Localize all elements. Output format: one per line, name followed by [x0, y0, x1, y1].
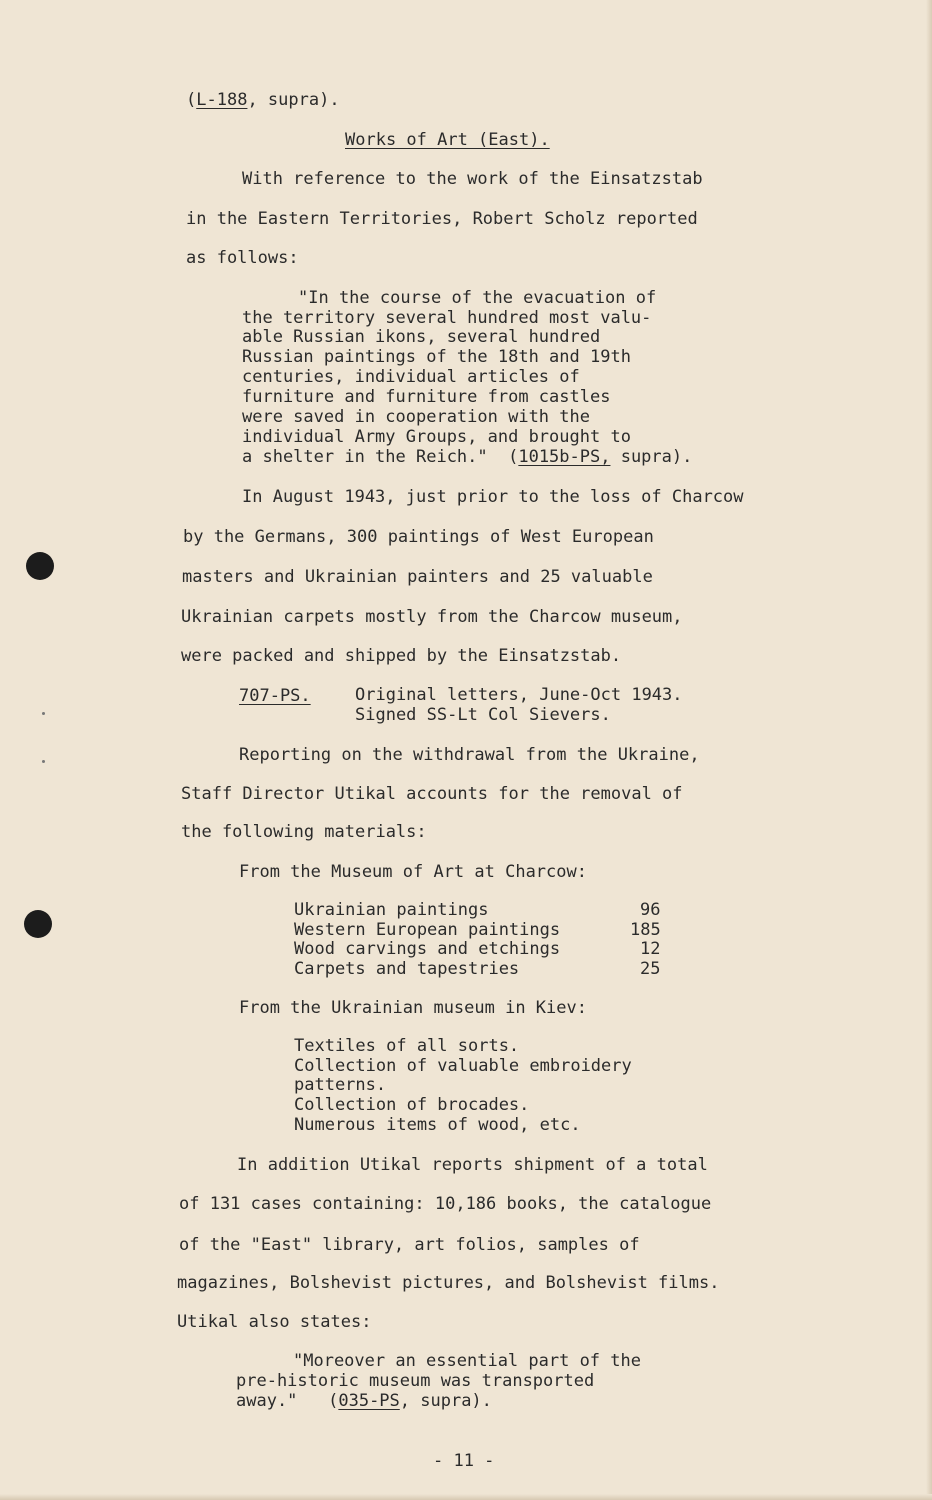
museum1-item-label: Carpets and tapestries — [294, 959, 520, 979]
para3-line: Reporting on the withdrawal from the Ukraine, — [239, 745, 700, 765]
header-citation: (L-188, supra). — [186, 90, 340, 110]
quote1-last-line: a shelter in the Reich." (1015b-PS, supra). — [242, 447, 693, 467]
paper-edge-right — [926, 0, 932, 1500]
museum1-item-label: Western European paintings — [294, 920, 561, 940]
para4-line: magazines, Bolshevist pictures, and Bolshevist films. — [177, 1273, 720, 1293]
museum2-item: Numerous items of wood, etc. — [294, 1115, 581, 1135]
museum1-item-count: 96 — [640, 900, 661, 920]
para1-line: as follows: — [186, 248, 299, 268]
museum2-heading: From the Ukrainian museum in Kiev: — [239, 998, 587, 1018]
para4-line: of the "East" library, art folios, samples of — [179, 1235, 640, 1255]
quote1-line: the territory several hundred most valu- — [242, 308, 652, 328]
quote1-line: able Russian ikons, several hundred — [242, 327, 601, 347]
museum1-item-count: 25 — [640, 959, 661, 979]
paper-speck — [42, 712, 45, 715]
para3-line: the following materials: — [181, 822, 427, 842]
museum2-item: Textiles of all sorts. — [294, 1036, 520, 1056]
museum1-item-count: 12 — [640, 939, 661, 959]
quote1-ref: 1015b-PS, — [518, 447, 611, 467]
museum1-item-label: Wood carvings and etchings — [294, 939, 561, 959]
section-title: Works of Art (East). — [345, 130, 550, 150]
para2-line: Ukrainian carpets mostly from the Charcow museum, — [181, 607, 683, 627]
paper-speck — [42, 760, 45, 763]
museum1-item-count: 185 — [630, 920, 661, 940]
para3-line: Staff Director Utikal accounts for the removal of — [181, 784, 683, 804]
museum2-item: Collection of brocades. — [294, 1095, 530, 1115]
museum1-heading: From the Museum of Art at Charcow: — [239, 862, 587, 882]
museum1-item-label: Ukrainian paintings — [294, 900, 489, 920]
museum2-item: Collection of valuable embroidery — [294, 1056, 632, 1076]
para4-line: Utikal also states: — [177, 1312, 372, 1332]
quote1-line: were saved in cooperation with the — [242, 407, 590, 427]
quote1-line: individual Army Groups, and brought to — [242, 427, 631, 447]
quote1-line: "In the course of the evacuation of — [298, 288, 657, 308]
para2-line: by the Germans, 300 paintings of West European — [183, 527, 654, 547]
paper-edge-bottom — [0, 1494, 932, 1500]
para2-line: masters and Ukrainian painters and 25 valuable — [182, 567, 653, 587]
para2-line: In August 1943, just prior to the loss of Charcow — [242, 487, 744, 507]
citation-ref: L-188 — [196, 90, 248, 110]
page-number: - 11 - — [433, 1451, 495, 1471]
doc-ref-id: 707-PS. — [239, 686, 311, 706]
doc-ref-line: Original letters, June-Oct 1943. — [355, 685, 683, 705]
para4-line: of 131 cases containing: 10,186 books, the catalogue — [179, 1194, 712, 1214]
para1-line: With reference to the work of the Einsatzstab — [242, 169, 703, 189]
quote2-line: "Moreover an essential part of the — [293, 1351, 641, 1371]
doc-ref-line: Signed SS-Lt Col Sievers. — [355, 705, 611, 725]
quote2-ref: 035-PS — [338, 1391, 400, 1411]
para4-line: In addition Utikal reports shipment of a total — [237, 1155, 708, 1175]
para2-line: were packed and shipped by the Einsatzstab. — [181, 646, 622, 666]
quote1-line: furniture and furniture from castles — [242, 387, 611, 407]
quote1-line: Russian paintings of the 18th and 19th — [242, 347, 631, 367]
quote1-line: centuries, individual articles of — [242, 367, 580, 387]
punch-hole-top — [26, 552, 54, 580]
quote2-last-line: away." (035-PS, supra). — [236, 1391, 492, 1411]
quote2-line: pre-historic museum was transported — [236, 1371, 595, 1391]
punch-hole-bottom — [24, 910, 52, 938]
museum2-item: patterns. — [294, 1075, 387, 1095]
para1-line: in the Eastern Territories, Robert Scholz reported — [186, 209, 698, 229]
